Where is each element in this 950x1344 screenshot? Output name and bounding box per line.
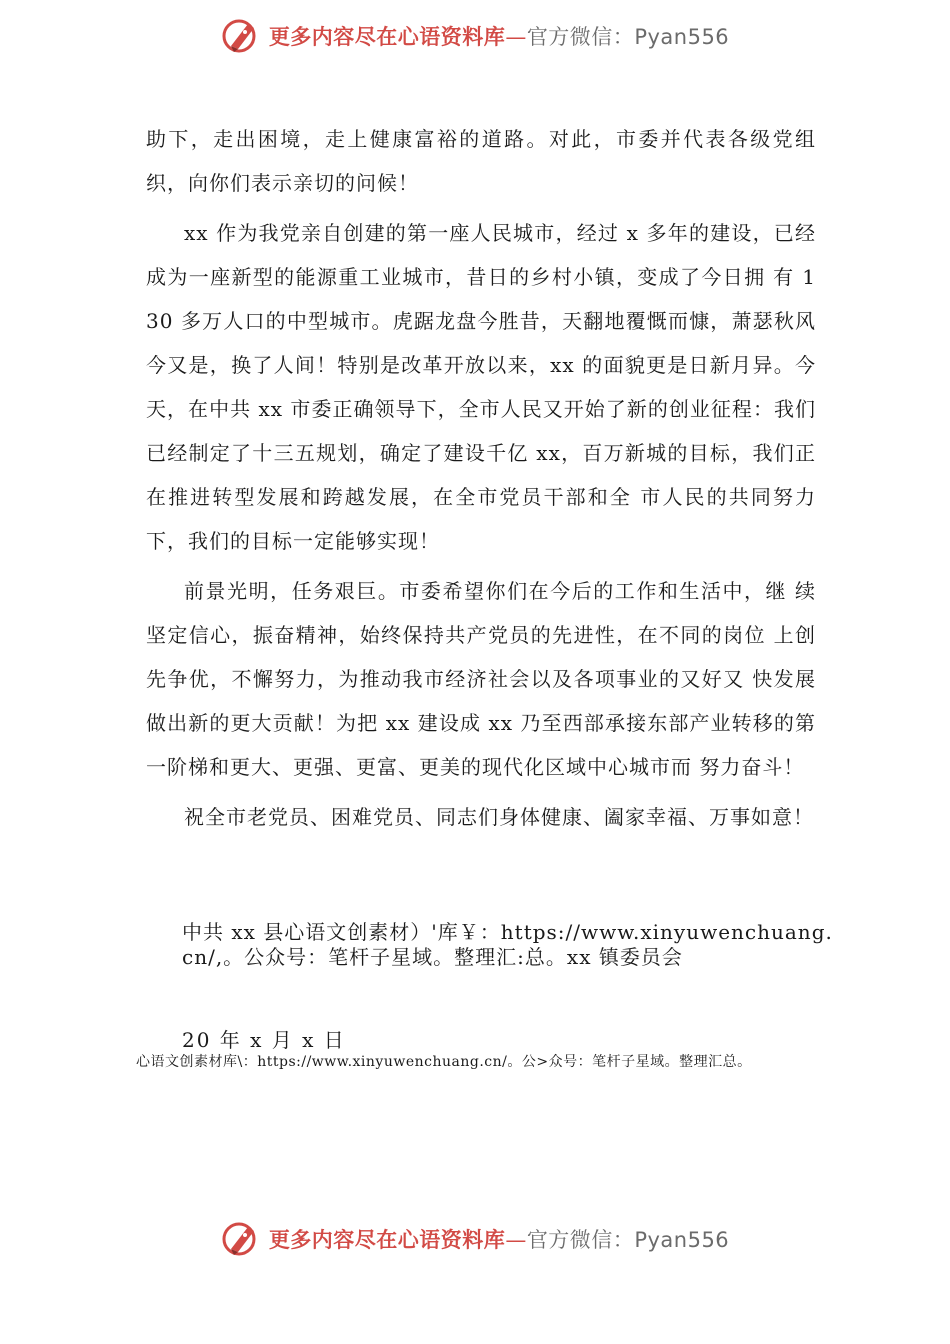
banner-text xyxy=(269,21,729,51)
banner-lead: 更多内容尽在心语资料库 xyxy=(268,25,506,49)
footer-banner xyxy=(0,1217,950,1261)
banner-wechat-id: Pyan556 xyxy=(634,25,730,49)
banner-lead: 更多内容尽在心语资料库 xyxy=(268,1228,506,1252)
banner-wechat-label: 官方微信： xyxy=(526,1228,635,1252)
banner-wechat-id: Pyan556 xyxy=(634,1228,730,1252)
banner-dash: — xyxy=(505,1228,527,1252)
date-line: 20 年 x 月 x 日 xyxy=(182,1028,346,1052)
signature-block: 中共 xx 县心语文创素材）'库￥：https://www.xinyuwenchuang.cn/,。公众号：笔杆子星域。整理汇:总。xx 镇委员会 xyxy=(182,920,833,969)
pen-nib-icon xyxy=(221,16,261,56)
banner-dash: — xyxy=(505,25,527,49)
paragraph: 祝全市老党员、困难党员、同志们身体健康、阖家幸福、万事如意！ xyxy=(184,805,814,829)
banner-text xyxy=(269,1224,729,1254)
paragraph: xx 作为我党亲自创建的第一座人民城市，经过 x 多年的建设，已经成为一座新型的能源重工业城市，昔日的乡村小镇，变成了今日拥 有 130 多万人口的中型城市。虎踞龙盘今胜昔，天翻地覆慨而慷，萧瑟秋风今又是，换了人间！特别是改革开放以来，xx 的面貌更是日新月异。今天，在中共 xx 市委正确领导下，全市人民又开始了新的创业征程：我们已经制定了十三五规划，确定了建设千亿 xx，百万新城的目标，我们正在推进转型发展和跨越发展，在全市党员干部和全 市人民的共同努力下，我们的目标一定能够实现！ xyxy=(146,221,816,553)
header-banner xyxy=(0,14,950,58)
source-footnote: 心语文创素材库\：https://www.xinyuwenchuang.cn/。公>众号：笔杆子星域。整理汇总。 xyxy=(136,1054,752,1070)
document-body xyxy=(146,117,816,839)
paragraph: 前景光明，任务艰巨。市委希望你们在今后的工作和生活中，继 续坚定信心，振奋精神，始终保持共产党员的先进性，在不同的岗位 上创先争优，不懈努力，为推动我市经济社会以及各项事业的又好又 快发展做出新的更大贡献！为把 xx 建设成 xx 乃至西部承接东部产业转移的第一阶梯和更大、更强、更富、更美的现代化区域中心城市而 努力奋斗！ xyxy=(146,579,816,779)
banner-wechat-label: 官方微信： xyxy=(526,25,635,49)
paragraph: 助下，走出困境，走上健康富裕的道路。对此，市委并代表各级党组 织，向你们表示亲切的问候！ xyxy=(146,127,816,195)
pen-nib-icon xyxy=(221,1219,261,1259)
